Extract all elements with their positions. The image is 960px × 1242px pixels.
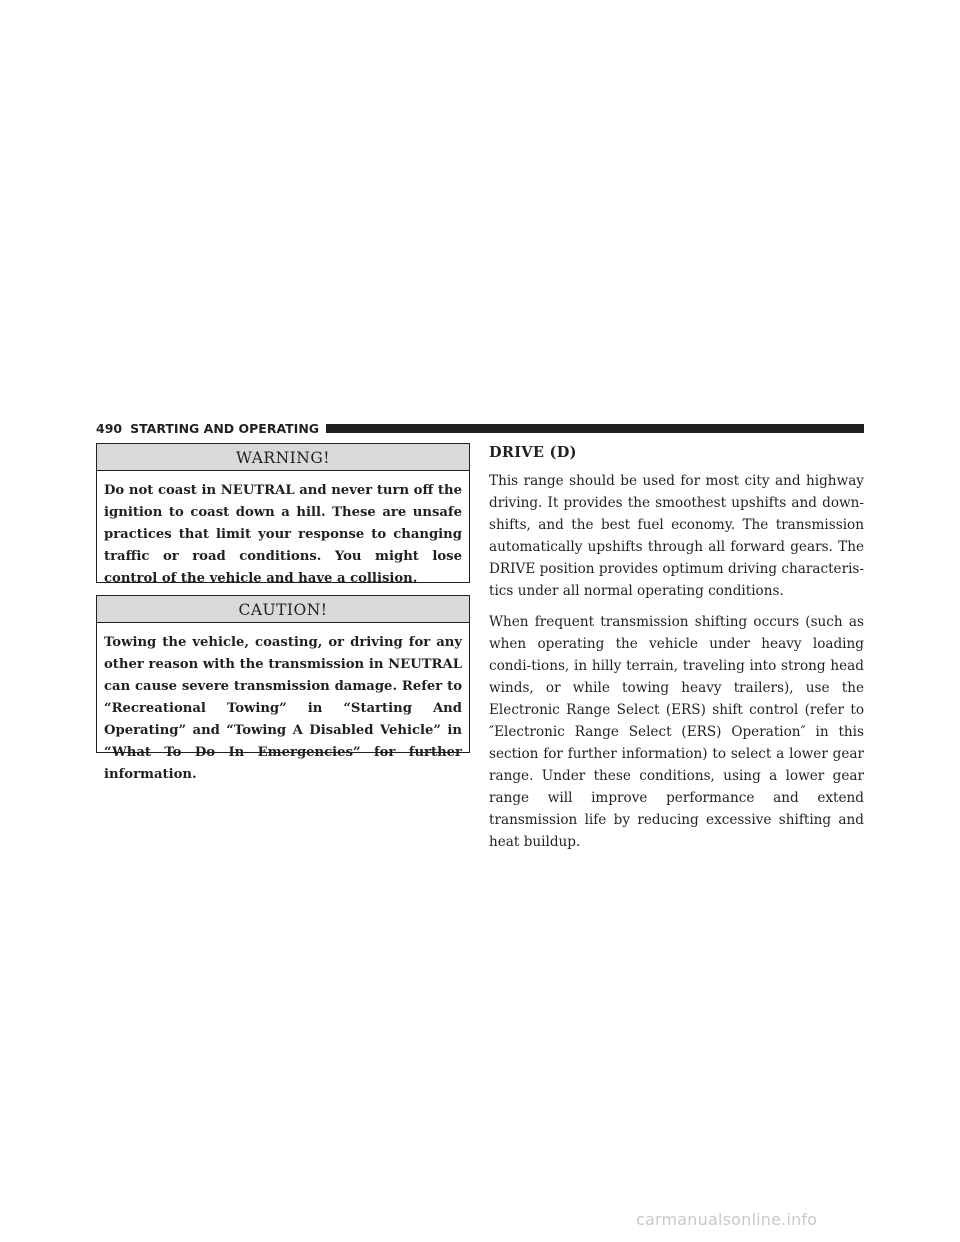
drive-heading: DRIVE (D) (489, 444, 577, 461)
header-rule (326, 424, 864, 433)
page-number: 490 (96, 420, 123, 436)
warning-title: WARNING! (97, 444, 469, 471)
section-title: STARTING AND OPERATING (130, 420, 320, 436)
caution-title: CAUTION! (97, 596, 469, 623)
caution-text: Towing the vehicle, coasting, or driving for any other reason with the transmission in NEUTRAL can cause severe transmission damage. Refer to “Recreational Towing” in “Starting And Operating” and “Towing A Disabled Vehicle” in “What To Do In Emergencies” for further information. (104, 635, 462, 782)
caution-box (96, 595, 470, 782)
warning-box (96, 443, 470, 586)
footer-watermark: carmanualsonline.info (636, 1210, 818, 1229)
page-header (96, 418, 864, 438)
drive-paragraph-2: When frequent transmission shifting occurs (such as when operating the vehicle under heavy loading condi-tions, in hilly terrain, traveling into strong head winds, or while towing heavy trailers), use the Electronic Range Select (ERS) shift control (refer to ″Electronic Range Select (ERS) Operation″ in this section for further information) to select a lower gear range. Under these conditions, using a lower gear range will improve performance and extend transmission life by reducing excessive shifting and heat buildup. (489, 614, 864, 850)
warning-text: Do not coast in NEUTRAL and never turn off the ignition to coast down a hill. These are unsafe practices that limit your response to changing traffic or road conditions. You might lose control of the vehicle and have a collision. (104, 483, 462, 586)
drive-section (489, 444, 864, 863)
drive-paragraph-1: This range should be used for most city and highway driving. It provides the smoothest upshifts and down-shifts, and the best fuel economy. The transmission automatically upshifts through all forward gears. The DRIVE position provides optimum driving characteris-tics under all normal operating conditions. (489, 473, 864, 599)
